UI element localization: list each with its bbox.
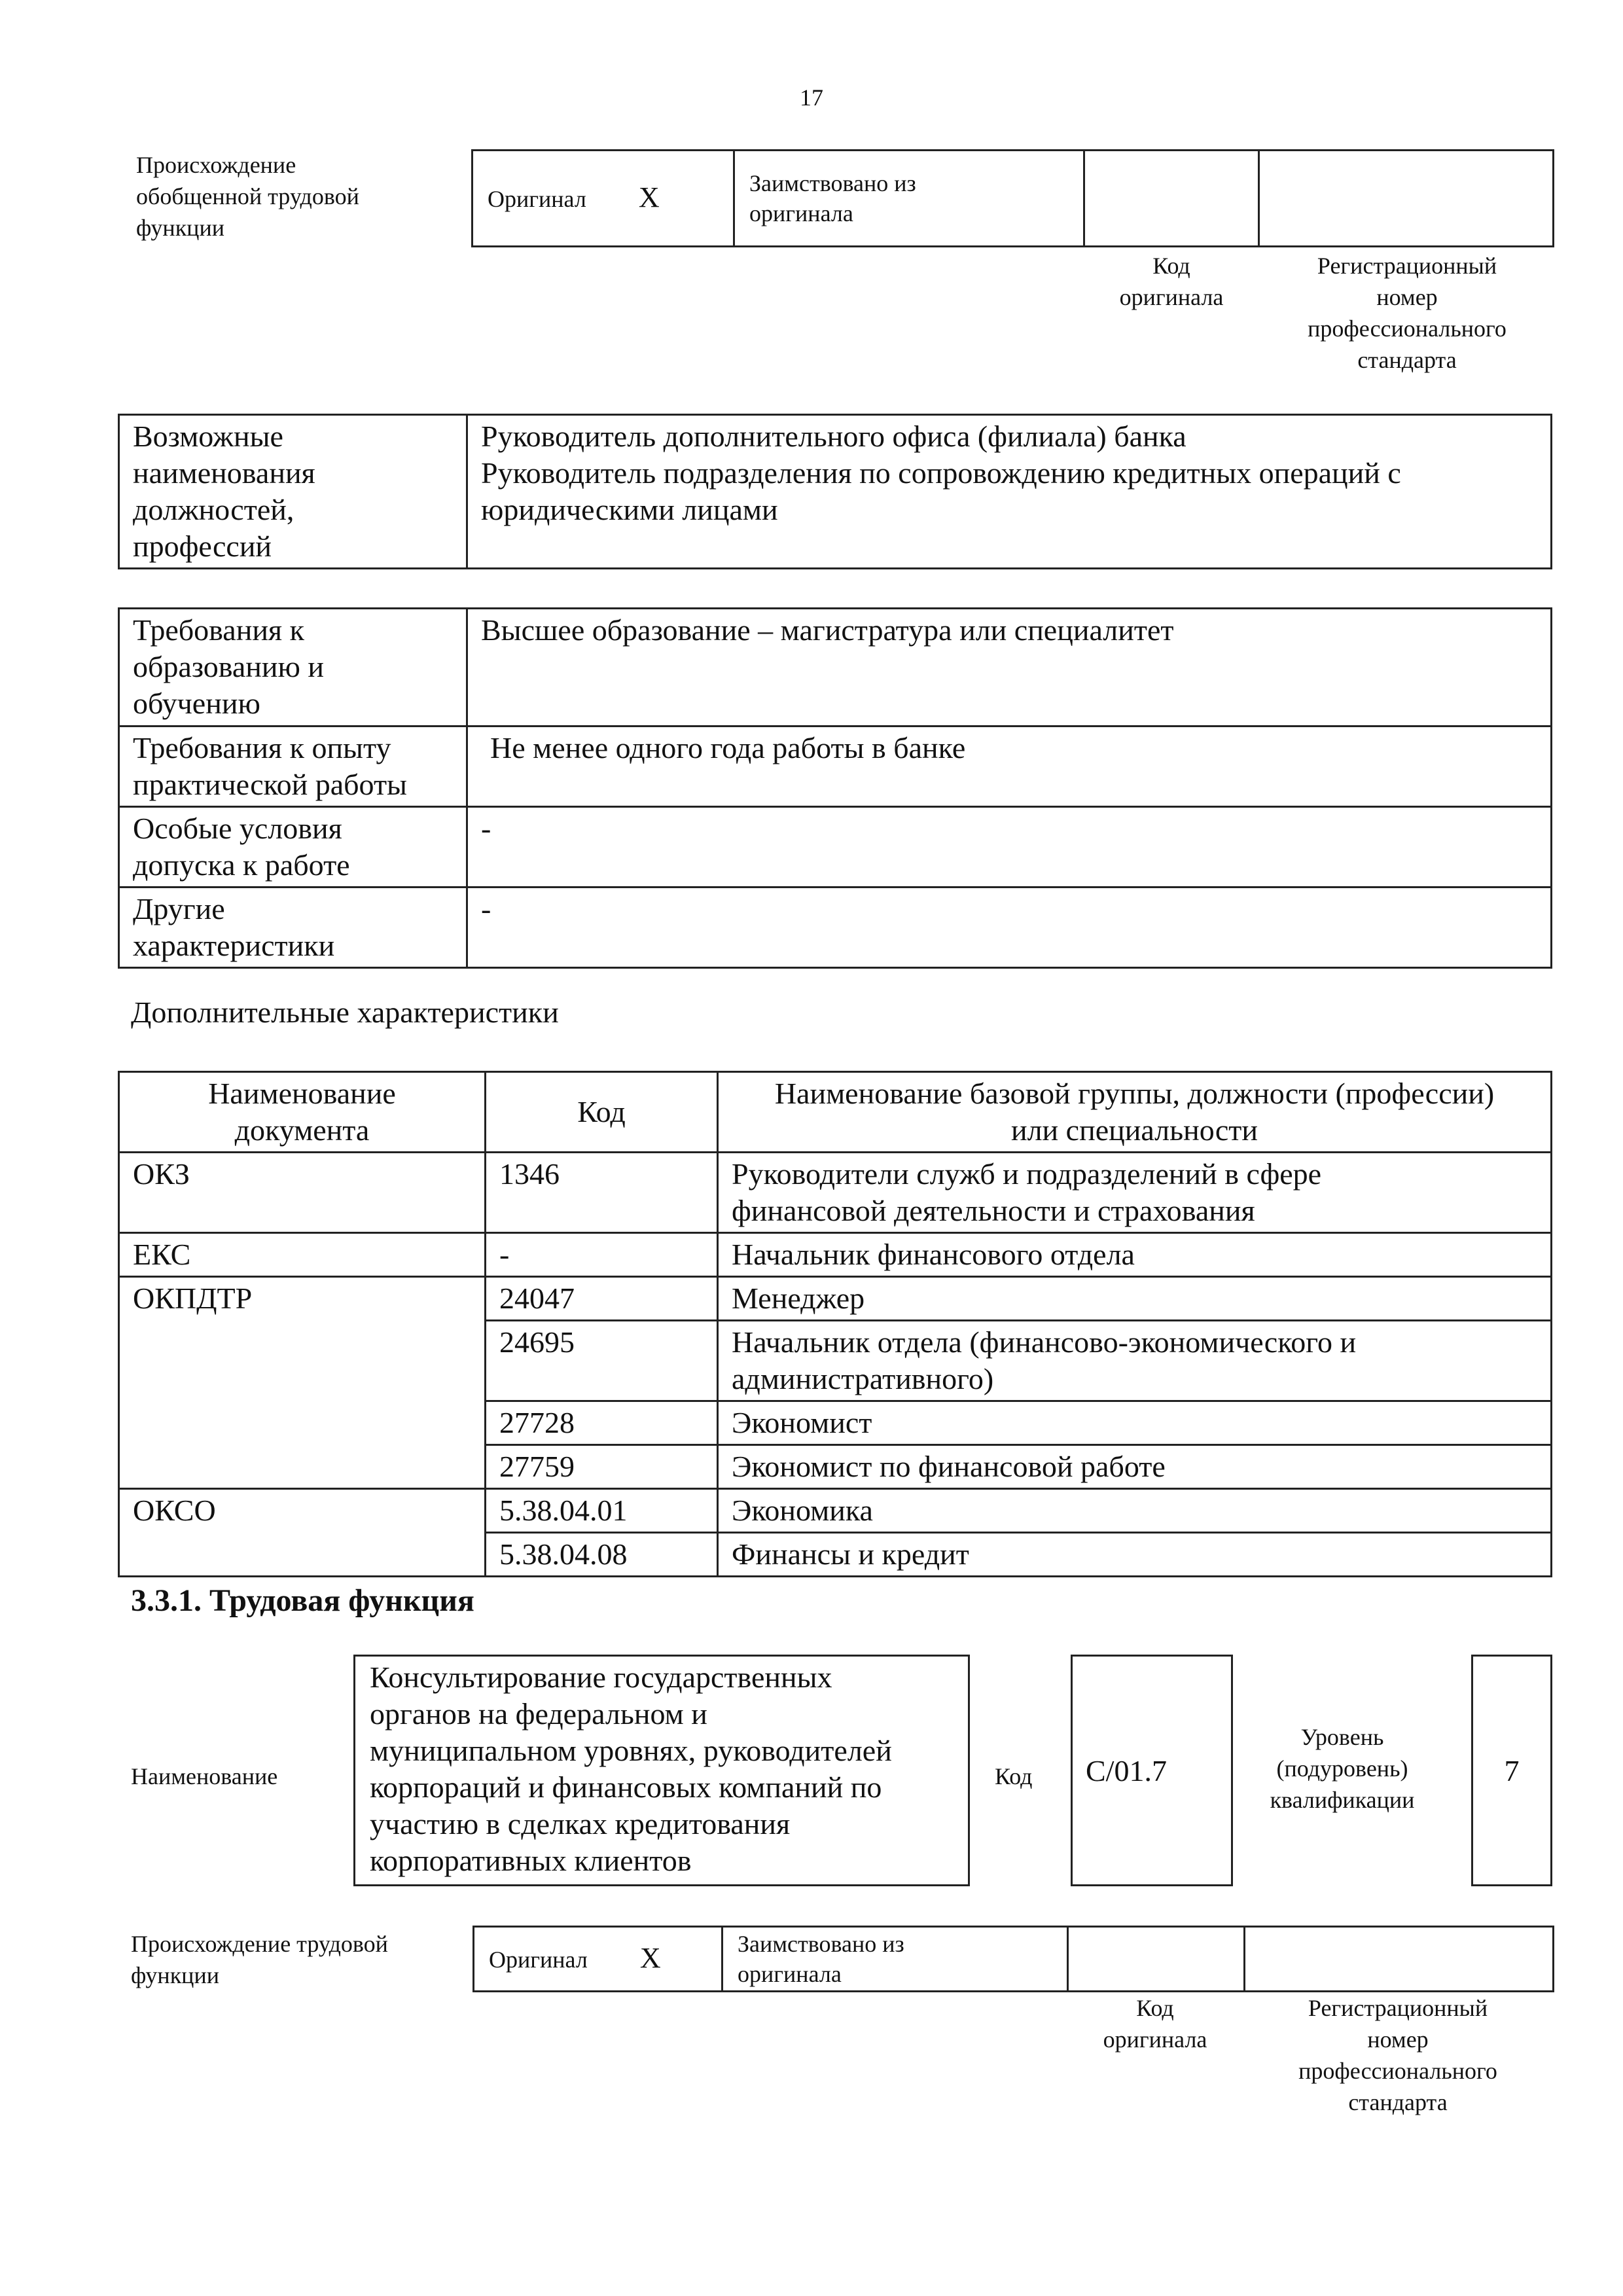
row-doc: ОКПДТР — [119, 1277, 486, 1489]
row-code: 27759 — [486, 1445, 718, 1489]
function-origin-mark: X — [639, 1942, 661, 1974]
general-origin-reg-caption: Регистрационный номер профессионального стандарта — [1308, 253, 1507, 373]
row-code: 24695 — [486, 1321, 718, 1401]
additional-title: Дополнительные характеристики — [131, 996, 559, 1029]
function-origin-borrowed: Заимствовано из оригинала — [722, 1927, 1068, 1992]
req-education-label: Требования к образованию и обучению — [119, 609, 467, 726]
req-special-label: Особые условия допуска к работе — [119, 807, 467, 888]
labor-function-name-label: Наименование — [131, 1763, 278, 1789]
additional-header-code: Код — [486, 1072, 718, 1153]
general-origin-code-cell — [1084, 151, 1259, 247]
general-origin-original: Оригинал — [488, 186, 586, 212]
labor-function-heading: 3.3.1. Трудовая функция — [131, 1583, 474, 1618]
additional-table — [118, 1071, 1552, 1577]
req-experience-value: Не менее одного года работы в банке — [467, 726, 1552, 807]
row-code: 24047 — [486, 1277, 718, 1321]
function-origin-code-cell — [1068, 1927, 1245, 1992]
row-name: Начальник финансового отдела — [718, 1233, 1552, 1277]
table-row — [119, 1277, 1552, 1321]
requirements-table — [118, 607, 1552, 969]
req-other-label: Другие характеристики — [119, 888, 467, 968]
general-origin-mark: X — [638, 181, 660, 213]
row-code: 1346 — [486, 1153, 718, 1233]
req-other-value: - — [467, 888, 1552, 968]
general-origin-original-cell — [473, 151, 734, 247]
labor-function-code-value: C/01.7 — [1071, 1655, 1233, 1886]
page-number: 17 — [800, 84, 823, 111]
function-origin-original: Оригинал — [489, 1946, 588, 1973]
labor-function-level-label: Уровень (подуровень) квалификации — [1270, 1724, 1415, 1813]
row-code: - — [486, 1233, 718, 1277]
function-origin-code-caption: Код оригинала — [1103, 1995, 1207, 2053]
function-origin-label: Происхождение трудовой функции — [131, 1931, 388, 1988]
general-origin-table — [471, 149, 1554, 247]
function-origin-reg-caption: Регистрационный номер профессионального стандарта — [1298, 1995, 1497, 2115]
req-special-value: - — [467, 807, 1552, 888]
positions-value: Руководитель дополнительного офиса (филиала) банка Руководитель подразделения по сопровождению кредитных операций с юридическими лицами — [467, 415, 1552, 569]
positions-label: Возможные наименования должностей, профессий — [119, 415, 467, 569]
labor-function-code-label: Код — [995, 1763, 1033, 1789]
labor-function-level-value: 7 — [1471, 1655, 1552, 1886]
row-doc: ОКСО — [119, 1489, 486, 1577]
function-origin-original-cell — [474, 1927, 722, 1992]
row-name: Менеджер — [718, 1277, 1552, 1321]
table-row — [119, 1233, 1552, 1277]
row-name: Экономист — [718, 1401, 1552, 1445]
row-name: Экономика — [718, 1489, 1552, 1533]
row-code: 27728 — [486, 1401, 718, 1445]
row-name: Финансы и кредит — [718, 1533, 1552, 1577]
function-origin-table — [473, 1926, 1554, 1992]
row-doc: ОКЗ — [119, 1153, 486, 1233]
row-code: 5.38.04.01 — [486, 1489, 718, 1533]
row-name: Руководители служб и подразделений в сфере финансовой деятельности и страхования — [718, 1153, 1552, 1233]
row-name: Экономист по финансовой работе — [718, 1445, 1552, 1489]
req-education-value: Высшее образование – магистратура или специалитет — [467, 609, 1552, 726]
row-doc: ЕКС — [119, 1233, 486, 1277]
row-name: Начальник отдела (финансово-экономического и административного) — [718, 1321, 1552, 1401]
general-origin-reg-cell — [1259, 151, 1554, 247]
table-row — [119, 1153, 1552, 1233]
function-origin-reg-cell — [1245, 1927, 1554, 1992]
general-origin-borrowed: Заимствовано из оригинала — [734, 151, 1084, 247]
additional-header-row — [119, 1072, 1552, 1153]
general-origin-label: Происхождение обобщенной трудовой функции — [136, 152, 359, 241]
general-origin-code-caption: Код оригинала — [1119, 253, 1224, 310]
table-row — [119, 1489, 1552, 1533]
labor-function-name-value: Консультирование государственных органов на федеральном и муниципальном уровнях, руководителей корпораций и финансовых компаний по участию в сделках кредитования корпоративных клиентов — [353, 1655, 970, 1886]
req-experience-label: Требования к опыту практической работы — [119, 726, 467, 807]
positions-table — [118, 414, 1552, 569]
additional-header-doc: Наименование документа — [119, 1072, 486, 1153]
row-code: 5.38.04.08 — [486, 1533, 718, 1577]
additional-header-name: Наименование базовой группы, должности (профессии) или специальности — [718, 1072, 1552, 1153]
